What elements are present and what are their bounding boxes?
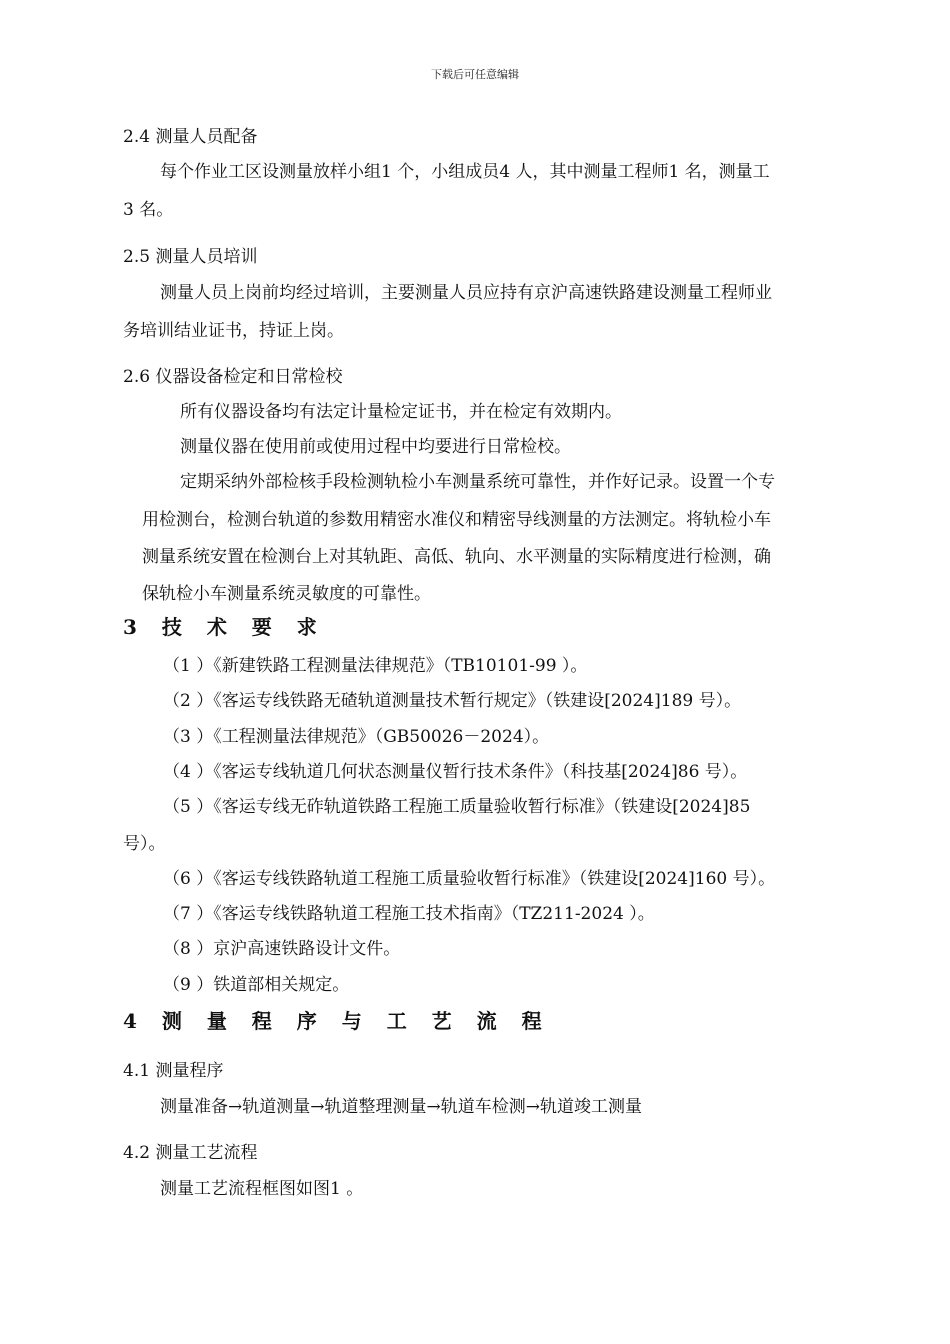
section-2-6-paragraph-1: 所有仪器设备均有法定计量检定证书，并在检定有效期内。: [180, 402, 622, 422]
section-2-4-paragraph-line-1: 每个作业工区设测量放样小组1 个，小组成员4 人，其中测量工程师1 名，测量工: [160, 162, 770, 182]
section-4-1-process: 测量准备→轨道测量→轨道整理测量→轨道车检测→轨道竣工测量: [160, 1097, 642, 1117]
requirement-item-5: （5 ）《客运专线无砟轨道铁路工程施工质量验收暂行标准》（铁建设[2024]85: [163, 797, 751, 817]
section-2-5-title: 2.5 测量人员培训: [123, 247, 258, 267]
section-2-6-title: 2.6 仪器设备检定和日常检校: [123, 367, 343, 387]
requirement-item-4: （4 ）《客运专线轨道几何状态测量仪暂行技术条件》（科技基[2024]86 号）。: [163, 762, 748, 782]
section-4-heading: 4 测 量 程 序 与 工 艺 流 程: [123, 1009, 551, 1033]
requirement-item-2: （2 ）《客运专线铁路无碴轨道测量技术暂行规定》（铁建设[2024]189 号）。: [163, 691, 742, 711]
requirement-item-3: （3 ）《工程测量法律规范》（GB50026－2024）。: [163, 727, 550, 747]
section-3-heading: 3 技 术 要 求: [123, 615, 326, 639]
section-4-2-text: 测量工艺流程框图如图1 。: [160, 1179, 364, 1199]
section-2-5-paragraph-line-2: 务培训结业证书，持证上岗。: [123, 321, 344, 341]
requirement-item-8: （8 ）京沪高速铁路设计文件。: [163, 939, 401, 959]
section-2-6-paragraph-3-line-2: 用检测台，检测台轨道的参数用精密水准仪和精密导线测量的方法测定。将轨检小车: [142, 510, 771, 530]
section-2-6-paragraph-3-line-1: 定期采纳外部检核手段检测轨检小车测量系统可靠性，并作好记录。设置一个专: [180, 472, 775, 492]
section-2-6-paragraph-3-line-4: 保轨检小车测量系统灵敏度的可靠性。: [142, 584, 431, 604]
section-2-4-paragraph-line-2: 3 名。: [123, 200, 174, 220]
requirement-item-1: （1 ）《新建铁路工程测量法律规范》（TB10101-99 ）。: [163, 656, 588, 676]
section-4-2-title: 4.2 测量工艺流程: [123, 1143, 258, 1163]
page-header: 下载后可任意编辑: [431, 68, 519, 81]
section-2-6-paragraph-3-line-3: 测量系统安置在检测台上对其轨距、高低、轨向、水平测量的实际精度进行检测，确: [142, 547, 771, 567]
section-2-5-paragraph-line-1: 测量人员上岗前均经过培训，主要测量人员应持有京沪高速铁路建设测量工程师业: [160, 283, 772, 303]
section-2-6-paragraph-2: 测量仪器在使用前或使用过程中均要进行日常检校。: [180, 437, 571, 457]
section-4-1-title: 4.1 测量程序: [123, 1061, 224, 1081]
section-2-4-title: 2.4 测量人员配备: [123, 127, 258, 147]
requirement-item-7: （7 ）《客运专线铁路轨道工程施工技术指南》（TZ211-2024 ）。: [163, 904, 655, 924]
requirement-item-6: （6 ）《客运专线铁路轨道工程施工质量验收暂行标准》（铁建设[2024]160 号）。: [163, 869, 776, 889]
requirement-item-5-continuation: 号）。: [123, 834, 166, 854]
requirement-item-9: （9 ）铁道部相关规定。: [163, 975, 350, 995]
